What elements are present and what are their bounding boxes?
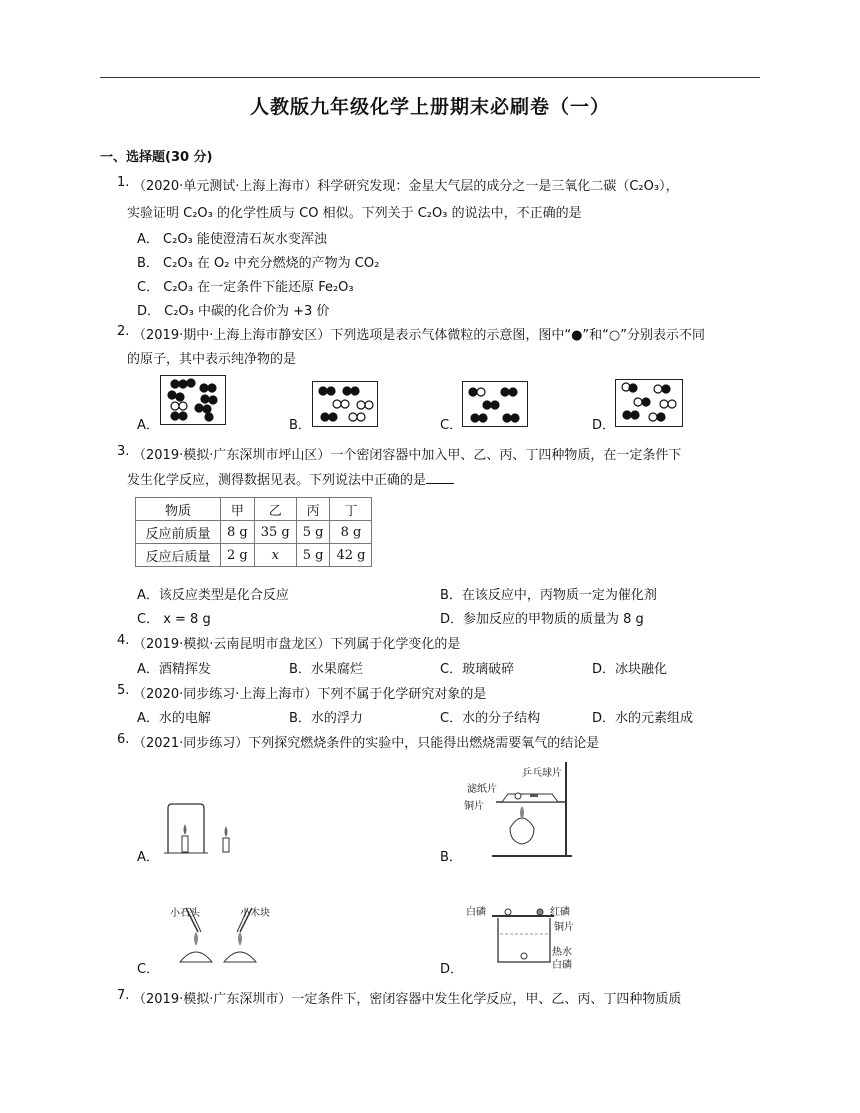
q6-b-label-3: 铜片 [464, 801, 484, 812]
q6-diagram-a [160, 800, 240, 855]
q3-data-table [135, 497, 372, 567]
q6-c-label-1: 小石头 [170, 908, 200, 919]
q6-d-label-1: 白磷 [466, 907, 486, 918]
q3-line1: （2019·模拟·广东深圳市坪山区）一个密闭容器中加入甲、乙、丙、丁四种物质，在一定条件下 [133, 448, 682, 463]
q6-d-label-5: 白磷 [552, 960, 572, 971]
q5-number: 5. [117, 683, 130, 698]
q2-line2: 的原子，其中表示纯净物的是 [127, 352, 297, 367]
table-cell: 丁 [330, 498, 372, 521]
q1-option-a: A． C₂O₃ 能使澄清石灰水变浑浊 [137, 232, 327, 247]
table-cell: 物质 [136, 498, 221, 521]
q3-option-d: D．参加反应的甲物质的质量为 8 g [440, 612, 644, 627]
table-cell: 2 g [221, 544, 255, 567]
table-cell: 8 g [330, 521, 372, 544]
q6-d-label-2: 红磷 [550, 907, 570, 918]
q6-d-label-4: 热水 [552, 947, 572, 958]
q3-line2: 发生化学反应，测得数据见表。下列说法中正确的是 [127, 473, 427, 488]
q4-option-d: D．冰块融化 [592, 662, 668, 677]
q6-option-b: B． [440, 850, 462, 865]
q1-line2: 实验证明 C₂O₃ 的化学性质与 CO 相似。下列关于 C₂O₃ 的说法中，不正确的是 [127, 206, 582, 221]
q2-line1: （2019·期中·上海上海市静安区）下列选项是表示气体微粒的示意图，图中“●”和“○”分别表示不同 [133, 328, 705, 343]
q6-line1: （2021·同步练习）下列探究燃烧条件的实验中，只能得出燃烧需要氧气的结论是 [133, 736, 600, 751]
q7-number: 7. [117, 988, 130, 1003]
table-cell: 8 g [221, 521, 255, 544]
q6-option-c: C． [137, 962, 160, 977]
q2-diagram-a [160, 375, 226, 425]
q4-option-c: C．玻璃破碎 [440, 662, 515, 677]
table-row [136, 521, 372, 544]
table-cell: 乙 [254, 498, 296, 521]
q6-diagram-c [166, 890, 281, 970]
top-rule [100, 77, 760, 78]
q6-d-label-3: 铜片 [554, 922, 574, 933]
q7-line1: （2019·模拟·广东深圳市）一定条件下，密闭容器中发生化学反应，甲、乙、丙、丁四种物质质 [133, 992, 682, 1007]
q1-option-b: B． C₂O₃ 在 O₂ 中充分燃烧的产物为 CO₂ [137, 256, 380, 271]
q3-option-b: B．在该反应中，丙物质一定为催化剂 [440, 588, 657, 603]
table-cell: 5 g [296, 544, 330, 567]
q4-number: 4. [117, 633, 130, 648]
q1-option-c: C． C₂O₃ 在一定条件下能还原 Fe₂O₃ [137, 280, 354, 295]
q4-line1: （2019·模拟·云南昆明市盘龙区）下列属于化学变化的是 [133, 637, 461, 652]
answer-blank [426, 471, 454, 484]
q3-option-c: C． x = 8 g [137, 612, 211, 627]
q6-option-d: D． [440, 962, 464, 977]
q2-option-c: C． [440, 418, 463, 433]
q2-diagram-d [615, 379, 683, 427]
page-title: 人教版九年级化学上册期末必刷卷（一） [249, 96, 610, 118]
table-cell: 丙 [296, 498, 330, 521]
q1-option-d: D． C₂O₃ 中碳的化合价为 +3 价 [137, 304, 330, 319]
q2-option-a: A． [137, 418, 159, 433]
table-cell: x [254, 544, 296, 567]
q5-option-a: A．水的电解 [137, 711, 211, 726]
q1-line1: （2020·单元测试·上海上海市）科学研究发现：金星大气层的成分之一是三氧化二碳（C₂O₃）， [133, 179, 679, 194]
q2-option-b: B． [289, 418, 311, 433]
q6-b-label-1: 乒乓球片 [522, 768, 562, 779]
table-cell: 甲 [221, 498, 255, 521]
q5-option-d: D．水的元素组成 [592, 711, 694, 726]
q5-option-b: B．水的浮力 [289, 711, 363, 726]
q4-option-b: B．水果腐烂 [289, 662, 363, 677]
q2-number: 2. [117, 324, 130, 339]
q5-line1: （2020·同步练习·上海上海市）下列不属于化学研究对象的是 [133, 687, 487, 702]
section-heading: 一、选择题(30 分) [100, 150, 213, 165]
q2-diagram-c [462, 381, 528, 427]
table-cell: 35 g [254, 521, 296, 544]
table-row [136, 544, 372, 567]
q3-number: 3. [117, 444, 130, 459]
q6-c-label-2: 小木块 [240, 908, 270, 919]
q6-number: 6. [117, 732, 130, 747]
table-header-row [136, 498, 372, 521]
table-cell: 反应后质量 [136, 544, 221, 567]
q5-option-c: C．水的分子结构 [440, 711, 541, 726]
table-cell: 反应前质量 [136, 521, 221, 544]
q3-option-a: A．该反应类型是化合反应 [137, 588, 289, 603]
q6-b-label-2: 滤纸片 [467, 784, 497, 795]
q3-line2-wrap [127, 469, 454, 488]
table-cell: 42 g [330, 544, 372, 567]
q4-option-a: A．酒精挥发 [137, 662, 211, 677]
q2-diagram-b [312, 381, 378, 427]
table-cell: 5 g [296, 521, 330, 544]
q6-option-a: A． [137, 850, 159, 865]
q2-option-d: D． [592, 418, 616, 433]
q1-number: 1. [117, 175, 130, 190]
